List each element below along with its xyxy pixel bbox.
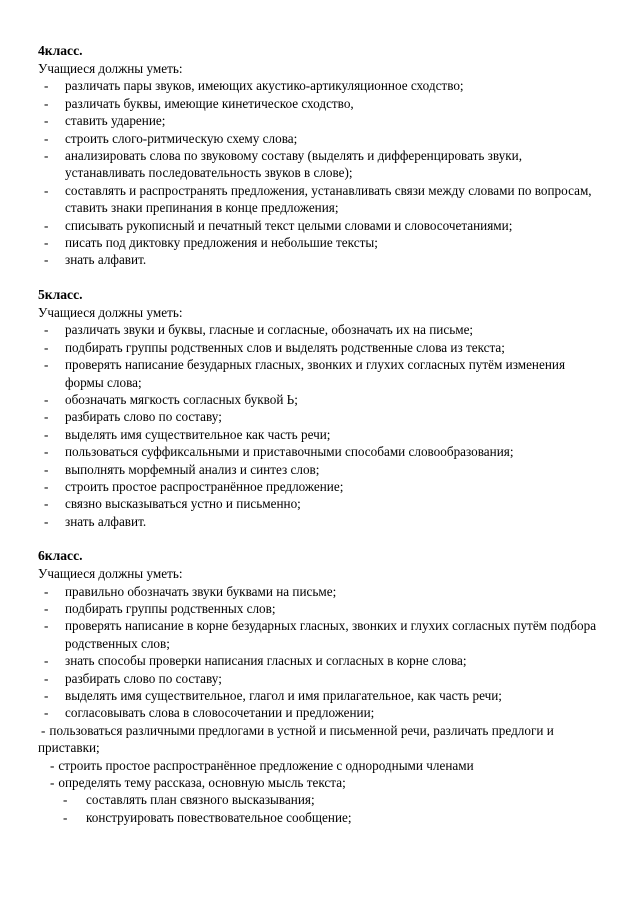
list-item <box>38 722 598 757</box>
dash-bullet: - <box>44 496 49 512</box>
dash-bullet: - <box>63 809 68 825</box>
dash-bullet: - <box>44 95 49 111</box>
list-item <box>38 652 598 669</box>
list-item-text: определять тему рассказа, основную мысль текста; <box>58 775 346 791</box>
list-item-text: выделять имя существительное, глагол и имя прилагательное, как часть речи; <box>65 688 502 703</box>
dash-bullet: - <box>44 391 49 407</box>
list-item <box>38 600 598 617</box>
skills-list <box>38 77 598 268</box>
dash-bullet: - <box>44 426 49 442</box>
dash-bullet: - <box>44 322 49 338</box>
section-intro: Учащиеся должны уметь: <box>38 566 183 582</box>
dash-bullet: - <box>44 182 49 198</box>
list-item-text: проверять написание в корне безударных гласных, звонких и глухих согласных путём подбора родственных слов; <box>65 618 597 651</box>
list-item <box>38 757 598 774</box>
list-item <box>38 687 598 704</box>
section-intro: Учащиеся должны уметь: <box>38 61 183 76</box>
section-heading: 5класс. <box>38 286 83 302</box>
dash-bullet: - <box>44 113 49 129</box>
list-item <box>38 251 598 268</box>
dash-bullet: - <box>44 513 49 529</box>
list-item-text: списывать рукописный и печатный текст целыми словами и словосочетаниями; <box>65 217 513 233</box>
document-page <box>38 42 598 826</box>
list-item <box>38 443 598 460</box>
list-item-text: различать буквы, имеющие кинетическое сходство, <box>65 95 354 111</box>
list-item <box>38 321 598 338</box>
list-item-text: строить слого-ритмическую схему слова; <box>65 130 298 146</box>
dash-bullet: - <box>44 653 49 669</box>
list-item <box>38 426 598 443</box>
list-item-text: анализировать слова по звуковому составу (выделять и дифференцировать звуки, устанавливать последовательность звуков в слове); <box>65 148 523 181</box>
dash-bullet: - <box>44 600 49 616</box>
section-heading: 6класс. <box>38 548 83 564</box>
list-item-text: строить простое распространённое предложение; <box>65 478 344 494</box>
dash-bullet: - <box>44 583 49 599</box>
list-item <box>38 791 598 808</box>
skills-list <box>38 321 598 530</box>
dash-bullet: - <box>44 444 49 460</box>
dash-bullet: - <box>44 217 49 233</box>
dash-bullet: - <box>44 130 49 146</box>
dash-bullet: - <box>44 339 49 355</box>
list-item-text: различать звуки и буквы, гласные и согласные, обозначать их на письме; <box>65 322 474 338</box>
section-intro: Учащиеся должны уметь: <box>38 304 183 320</box>
section-grade-6 <box>38 547 598 826</box>
list-item <box>38 408 598 425</box>
section-grade-5 <box>38 286 598 530</box>
list-item <box>38 182 598 217</box>
list-item <box>38 461 598 478</box>
list-item-text: пользоваться различными предлогами в устной и письменной речи, различать предлоги и приставки; <box>38 722 554 756</box>
list-item-text: составлять план связного высказывания; <box>86 792 315 808</box>
list-item-text: подбирать группы родственных слов и выделять родственные слова из текста; <box>65 339 505 355</box>
list-item-text: согласовывать слова в словосочетании и предложении; <box>65 705 375 721</box>
list-item-text: конструировать повествовательное сообщение; <box>86 809 352 825</box>
skills-list <box>38 583 598 827</box>
dash-bullet: - <box>44 670 49 686</box>
list-item-text: обозначать мягкость согласных буквой Ь; <box>65 391 298 407</box>
list-item-text: правильно обозначать звуки буквами на письме; <box>65 583 337 599</box>
list-item <box>38 391 598 408</box>
dash-bullet: - <box>44 688 49 703</box>
list-item-text: связно высказываться устно и письменно; <box>65 496 301 512</box>
list-item <box>38 95 598 112</box>
dash-bullet: - <box>44 235 49 251</box>
dash-bullet: - <box>44 78 49 94</box>
dash-bullet: - <box>44 252 49 268</box>
dash-bullet: - <box>44 478 49 494</box>
section-grade-4 <box>38 42 598 269</box>
list-item <box>38 809 598 826</box>
list-item <box>38 234 598 251</box>
list-item-text: выделять имя существительное как часть речи; <box>65 426 331 442</box>
list-item-text: знать алфавит. <box>65 252 147 268</box>
list-item <box>38 670 598 687</box>
dash-bullet: - <box>44 357 49 373</box>
list-item-text: проверять написание безударных гласных, звонких и глухих согласных путём изменения формы слова; <box>65 357 566 390</box>
list-item-text: разбирать слово по составу; <box>65 670 222 686</box>
list-item <box>38 217 598 234</box>
list-item-text: различать пары звуков, имеющих акустико-артикуляционное сходство; <box>65 78 464 94</box>
list-item <box>38 774 598 791</box>
list-item-text: подбирать группы родственных слов; <box>65 600 276 616</box>
dash-bullet: - <box>44 409 49 425</box>
list-item <box>38 112 598 129</box>
list-item-text: знать способы проверки написания гласных и согласных в корне слова; <box>65 653 467 669</box>
list-item <box>38 478 598 495</box>
dash-bullet: - <box>50 757 55 773</box>
dash-bullet: - <box>44 148 49 164</box>
list-item <box>38 617 598 652</box>
list-item <box>38 147 598 182</box>
list-item <box>38 356 598 391</box>
list-item-text: составлять и распространять предложения, устанавливать связи между словами по вопросам, ставить знаки препинания в конце предложения; <box>65 182 592 216</box>
list-item-text: строить простое распространённое предложение с однородными членами <box>58 757 474 773</box>
list-item <box>38 130 598 147</box>
dash-bullet: - <box>44 705 49 721</box>
dash-bullet: - <box>41 722 46 738</box>
list-item-text: выполнять морфемный анализ и синтез слов; <box>65 461 320 477</box>
dash-bullet: - <box>50 775 55 791</box>
list-item-text: знать алфавит. <box>65 513 147 529</box>
list-item <box>38 339 598 356</box>
dash-bullet: - <box>44 618 49 634</box>
dash-bullet: - <box>63 792 68 808</box>
list-item <box>38 77 598 94</box>
list-item-text: ставить ударение; <box>65 113 166 129</box>
list-item <box>38 495 598 512</box>
section-heading: 4класс. <box>38 43 83 58</box>
list-item-text: писать под диктовку предложения и небольшие тексты; <box>65 235 378 251</box>
list-item <box>38 704 598 721</box>
list-item-text: разбирать слово по составу; <box>65 409 222 425</box>
list-item <box>38 513 598 530</box>
list-item <box>38 583 598 600</box>
dash-bullet: - <box>44 461 49 477</box>
list-item-text: пользоваться суффиксальными и приставочными способами словообразования; <box>65 444 514 460</box>
